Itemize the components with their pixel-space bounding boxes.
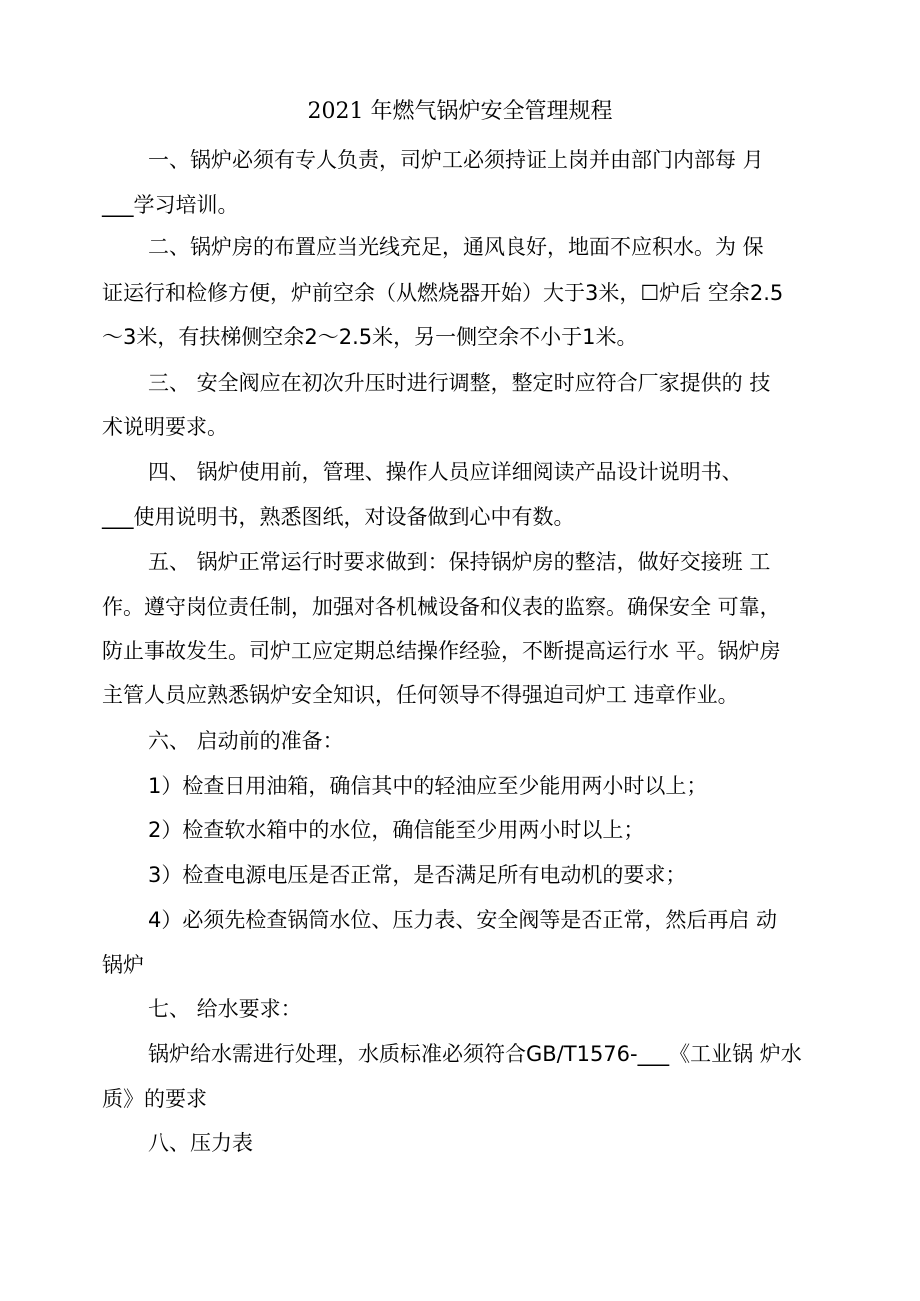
text-line-16: 2）检查软水箱中的水位，确信能至少用两小时以上； — [148, 818, 645, 842]
text-line-15: 1）检查日用油箱，确信其中的轻油应至少能用两小时以上； — [148, 774, 708, 798]
text-line-11: 作。遵守岗位责任制，加强对各机械设备和仪表的监察。确保安全 可靠， — [102, 595, 781, 619]
text-line-18: 4）必须先检查锅筒水位、压力表、安全阀等是否正常，然后再启 动 — [148, 908, 778, 932]
text-line-4: 证运行和检修方便，炉前空余（从燃烧器开始）大于3米，☐炉后 空余2.5 — [102, 281, 784, 305]
text-line-12: 防止事故发生。司炉工应定期总结操作经验，不断提高运行水 平。锅炉房 — [102, 639, 781, 663]
text-line-21: 锅炉给水需进行处理，水质标准必须符合GB/T1576-___《工业锅 炉水 — [148, 1042, 802, 1066]
text-line-10: 五、 锅炉正常运行时要求做到：保持锅炉房的整洁，做好交接班 工 — [148, 550, 771, 574]
text-line-23: 八、压力表 — [148, 1131, 253, 1155]
text-line-20: 七、 给水要求： — [148, 997, 302, 1021]
document-title: 2021 年燃气锅炉安全管理规程 — [307, 99, 613, 124]
text-line-8: 四、 锅炉使用前，管理、操作人员应详细阅读产品设计说明书、 — [148, 460, 743, 484]
text-line-7: 术说明要求。 — [102, 415, 228, 439]
text-line-19: 锅炉 — [102, 953, 144, 977]
text-line-13: 主管人员应熟悉锅炉安全知识，任何领导不得强迫司炉工 违章作业。 — [102, 683, 739, 707]
text-line-9: ___使用说明书，熟悉图纸，对设备做到心中有数。 — [102, 505, 575, 529]
text-line-2: ___学习培训。 — [102, 193, 239, 217]
text-line-22: 质》的要求 — [102, 1087, 207, 1111]
text-line-5: ～3米，有扶梯侧空余2～2.5米，另一侧空余不小于1米。 — [102, 325, 638, 349]
text-line-3: 二、锅炉房的布置应当光线充足，通风良好，地面不应积水。为 保 — [148, 235, 764, 259]
text-line-6: 三、 安全阀应在初次升压时进行调整，整定时应符合厂家提供的 技 — [148, 371, 771, 395]
text-line-17: 3）检查电源电压是否正常，是否满足所有电动机的要求； — [148, 863, 687, 887]
text-line-14: 六、 启动前的准备： — [148, 729, 344, 753]
text-line-1: 一、锅炉必须有专人负责，司炉工必须持证上岗并由部门内部每 月 — [148, 148, 764, 172]
